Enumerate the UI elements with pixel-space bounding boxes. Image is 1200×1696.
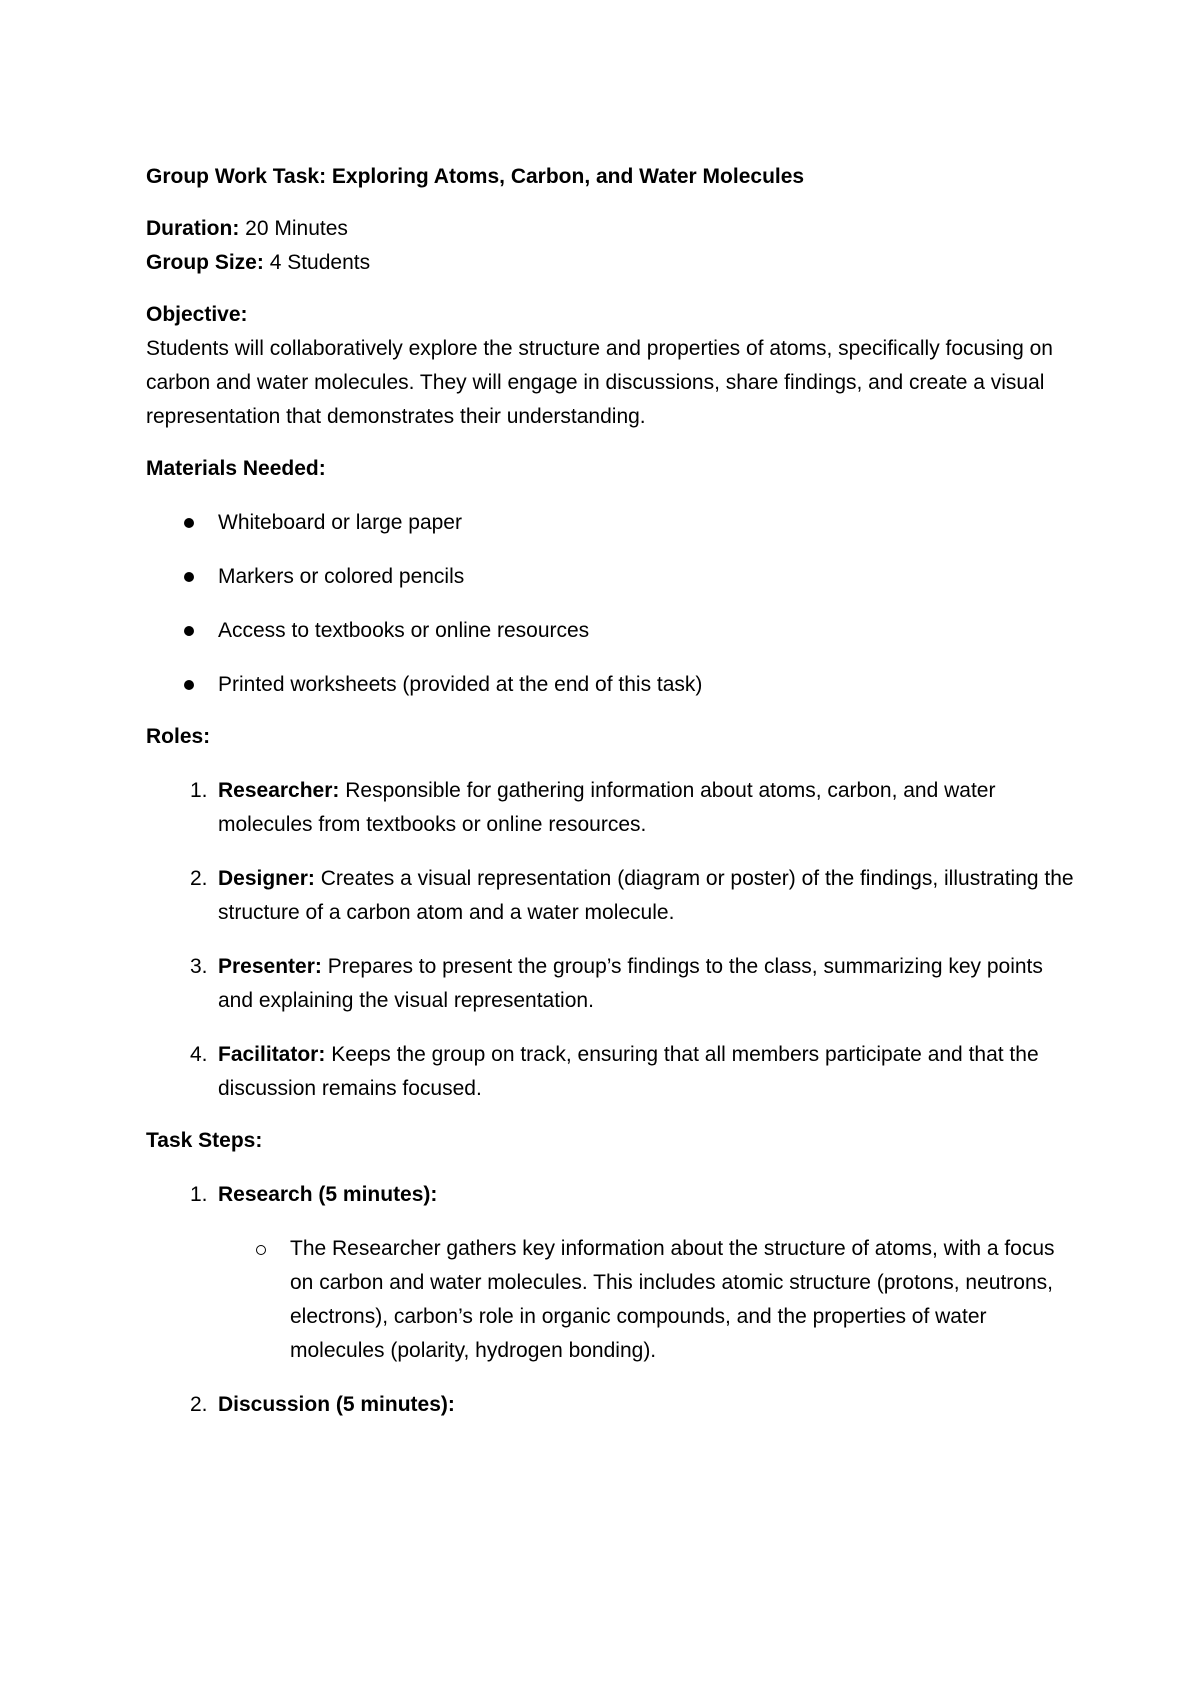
group-size-value: 4 Students [269,251,371,274]
step-sub-list [218,1232,1076,1368]
document-title: Group Work Task: Exploring Atoms, Carbon, and Water Molecules [146,165,805,188]
hollow-bullet-icon [256,1245,266,1255]
duration-label: Duration: [146,217,240,240]
roles-list [146,774,1076,1106]
step-number: 1. [190,1183,208,1206]
group-size-label: Group Size: [146,251,264,274]
document-content [146,160,1076,1422]
role-name: Facilitator: [218,1043,326,1066]
role-item [146,862,1076,930]
list-item [146,506,1076,540]
bullet-icon [184,626,194,636]
materials-list [146,506,1076,702]
roles-heading: Roles: [146,725,211,748]
step-item [146,1388,1076,1422]
task-steps-heading: Task Steps: [146,1129,263,1152]
step-detail: The Researcher gathers key information about the structure of atoms, with a focus on carbon and water molecules. This includes atomic structure (protons, neutrons, electrons), carbon’s role in organic compounds, and the properties of water molecules (polarity, hydrogen bonding). [290,1237,1055,1362]
materials-heading: Materials Needed: [146,457,326,480]
list-item [146,668,1076,702]
role-item [146,774,1076,842]
role-item [146,1038,1076,1106]
role-number: 2. [190,867,208,890]
bullet-icon [184,572,194,582]
step-item [146,1178,1076,1368]
role-number: 1. [190,779,208,802]
bullet-icon [184,518,194,528]
list-item [146,560,1076,594]
material-text: Printed worksheets (provided at the end of this task) [218,673,703,696]
duration-line [146,212,1076,246]
bullet-icon [184,680,194,690]
role-text: Creates a visual representation (diagram or poster) of the findings, illustrating the structure of a carbon atom and a water molecule. [218,867,1074,924]
objective-heading: Objective: [146,303,248,326]
step-number: 2. [190,1393,208,1416]
role-name: Designer: [218,867,315,890]
role-name: Researcher: [218,779,340,802]
duration-value: 20 Minutes [245,217,348,240]
task-steps-list [146,1178,1076,1422]
role-item [146,950,1076,1018]
material-text: Markers or colored pencils [218,565,465,588]
meta-block [146,212,1076,280]
list-item [218,1232,1076,1368]
material-text: Access to textbooks or online resources [218,619,590,642]
role-text: Responsible for gathering information about atoms, carbon, and water molecules from textbooks or online resources. [218,779,996,836]
step-title: Research (5 minutes): [218,1183,438,1206]
role-text: Keeps the group on track, ensuring that all members participate and that the discussion remains focused. [218,1043,1039,1100]
objective-text: Students will collaboratively explore the structure and properties of atoms, specifically focusing on carbon and water molecules. They will engage in discussions, share findings, and create a visual representation that demonstrates their understanding. [146,337,1053,428]
material-text: Whiteboard or large paper [218,511,462,534]
role-number: 4. [190,1043,208,1066]
role-number: 3. [190,955,208,978]
step-title: Discussion (5 minutes): [218,1393,455,1416]
group-size-line [146,246,1076,280]
role-name: Presenter: [218,955,322,978]
list-item [146,614,1076,648]
role-text: Prepares to present the group’s findings to the class, summarizing key points and explaining the visual representation. [218,955,1043,1012]
